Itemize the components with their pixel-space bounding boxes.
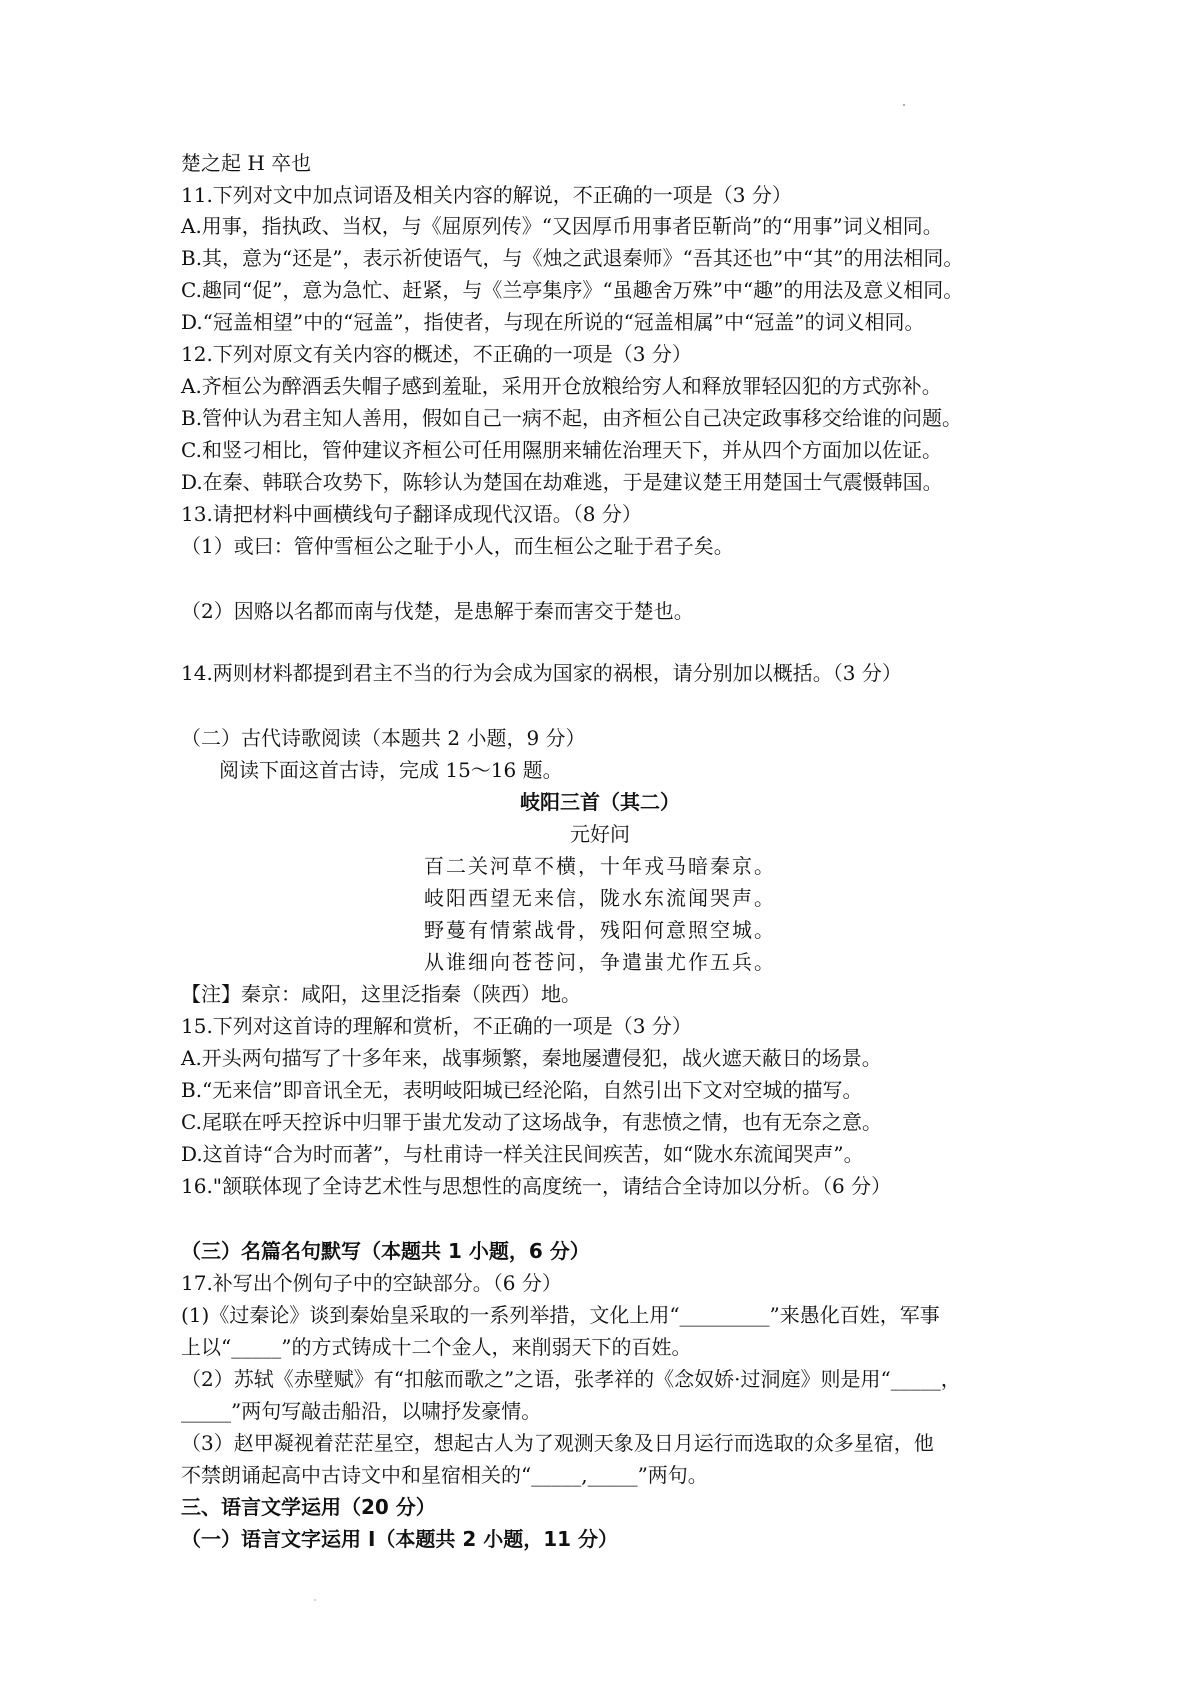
question-13: 13.请把材料中画横线句子翻译成现代汉语。（8 分） (181, 502, 642, 526)
option-15a: A.开头两句描写了十多年来，战事频繁，秦地屡遭侵犯，战火遮天蔽日的场景。 (181, 1046, 882, 1070)
option-12b: B.管仲认为君主知人善用，假如自己一病不起，由齐桓公自己决定政事移交给谁的问题。 (181, 406, 963, 430)
option-11a: A.用事，指执政、当权，与《屈原列传》“又因厚币用事者臣靳尚”的“用事”词义相同。 (181, 214, 943, 238)
scan-speck (903, 104, 905, 106)
scan-speck (314, 1599, 316, 1601)
option-11c: C.趣同“促”，意为急忙、赶紧，与《兰亭集序》“虽趣舍万殊”中“趣”的用法及意义相同。 (181, 278, 964, 302)
question-17-part1-line1: (1)《过秦论》谈到秦始皇采取的一系列举措，文化上用“_________”来愚化百姓，军事 (181, 1303, 940, 1327)
option-12d: D.在秦、韩联合攻势下，陈轸认为楚国在劫难逃，于是建议楚王用楚国士气震慑韩国。 (181, 470, 943, 494)
option-12a: A.齐桓公为醉酒丢失帽子感到羞耻，采用开仓放粮给穷人和释放罪轻囚犯的方式弥补。 (181, 374, 942, 398)
poem-line-1: 百二关河草不横，十年戎马暗秦京。 (424, 854, 776, 878)
poem-line-3: 野蔓有情萦战骨，残阳何意照空城。 (424, 918, 776, 942)
poem-line-4: 从谁细向苍苍问，争遣蚩尤作五兵。 (424, 950, 776, 974)
part-3-subheading: （一）语言文字运用 I（本题共 2 小题，11 分） (181, 1527, 619, 1551)
option-15b: B.“无来信”即音讯全无，表明岐阳城已经沦陷，自然引出下文对空城的描写。 (181, 1078, 863, 1102)
question-12: 12.下列对原文有关内容的概述，不正确的一项是（3 分） (181, 342, 692, 366)
question-17-part3-line2: 不禁朗诵起高中古诗文中和星宿相关的“_____,_____”两句。 (181, 1463, 708, 1487)
question-17: 17.补写出个例句子中的空缺部分。（6 分） (181, 1271, 562, 1295)
option-12c: C.和竖刁相比，管仲建议齐桓公可任用隰朋来辅佐治理天下，并从四个方面加以佐证。 (181, 438, 942, 462)
question-11: 11.下列对文中加点词语及相关内容的解说，不正确的一项是（3 分） (181, 183, 792, 207)
question-17-part3-line1: （3）赵甲凝视着茫茫星空，想起古人为了观测天象及日月运行而选取的众多星宿，他 (181, 1431, 934, 1455)
question-17-part1-line2: 上以“_____”的方式铸成十二个金人，来削弱天下的百姓。 (181, 1335, 692, 1359)
option-11b: B.其，意为“还是”，表示祈使语气，与《烛之武退秦师》“吾其还也”中“其”的用法相同。 (181, 246, 964, 270)
question-17-part2-line2: _____”两句写敲击船沿，以啸抒发豪情。 (181, 1399, 542, 1423)
poem-author: 元好问 (570, 822, 630, 846)
section-2-intro: 阅读下面这首古诗，完成 15～16 题。 (219, 758, 563, 782)
question-15: 15.下列对这首诗的理解和赏析，不正确的一项是（3 分） (181, 1014, 692, 1038)
question-13-part2: （2）因赂以名都而南与伐楚，是患解于秦而害交于楚也。 (181, 599, 694, 623)
question-17-part2-line1: （2）苏轼《赤壁赋》有“扣舷而歌之”之语，张孝祥的《念奴娇·过洞庭》则是用“_____， (181, 1367, 961, 1391)
option-15d: D.这首诗“合为时而著”，与杜甫诗一样关注民间疾苦，如“陇水东流闻哭声”。 (181, 1142, 864, 1166)
question-14: 14.两则材料都提到君主不当的行为会成为国家的祸根，请分别加以概括。（3 分） (181, 661, 902, 685)
question-13-part1: （1）或曰：管仲雪桓公之耻于小人，而生桓公之耻于君子矣。 (181, 534, 734, 558)
question-16: 16."颔联体现了全诗艺术性与思想性的高度统一，请结合全诗加以分析。（6 分） (181, 1174, 892, 1198)
poem-title: 岐阳三首（其二） (520, 790, 680, 814)
poem-line-2: 岐阳西望无来信，陇水东流闻哭声。 (424, 886, 776, 910)
text-line: 楚之起 H 卒也 (181, 151, 312, 175)
section-3-heading: （三）名篇名句默写（本题共 1 小题，6 分） (181, 1239, 590, 1263)
part-3-heading: 三、语言文学运用（20 分） (181, 1495, 436, 1519)
option-15c: C.尾联在呼天控诉中归罪于蚩尤发动了这场战争，有悲愤之情，也有无奈之意。 (181, 1110, 882, 1134)
section-2-heading: （二）古代诗歌阅读（本题共 2 小题，9 分） (181, 726, 586, 750)
poem-note: 【注】秦京：咸阳，这里泛指秦（陕西）地。 (181, 982, 581, 1006)
option-11d: D.“冠盖相望”中的“冠盖”，指使者，与现在所说的“冠盖相属”中“冠盖”的词义相同。 (181, 310, 925, 334)
